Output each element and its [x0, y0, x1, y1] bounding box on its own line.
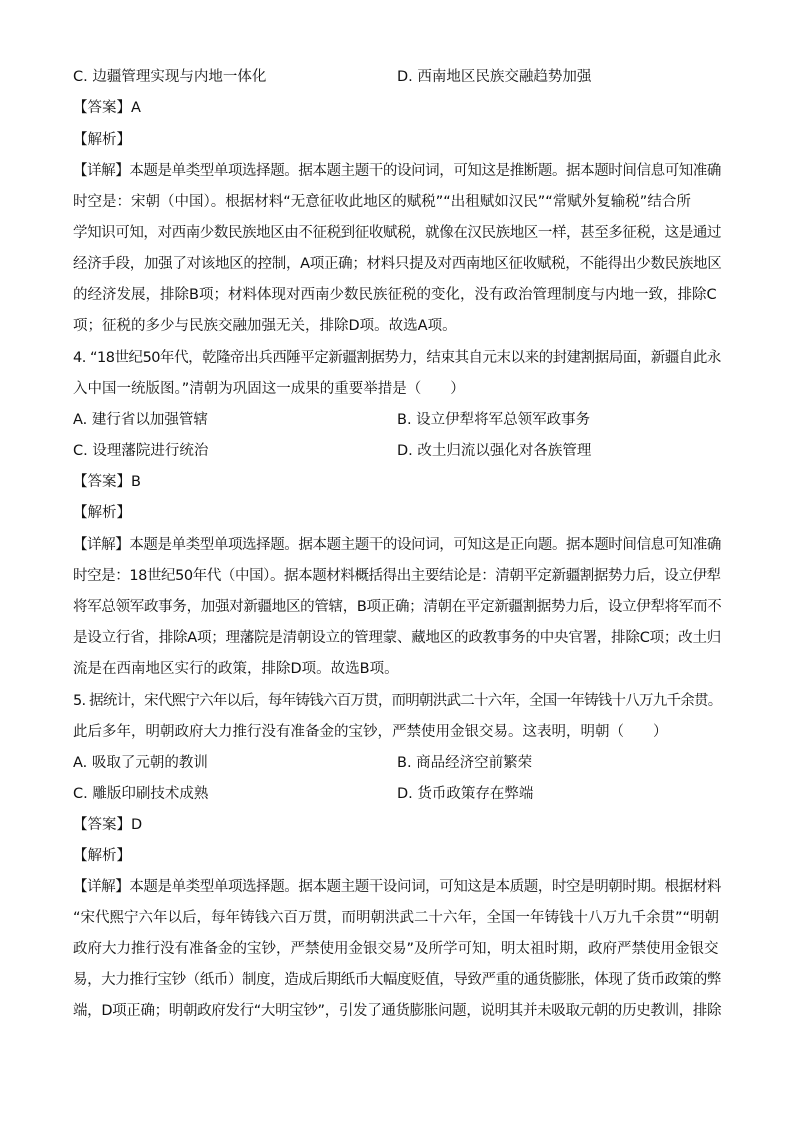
detail-line: 时空是：宋朝（中国）。根据材料“无意征收此地区的赋税”“出租赋如汉民”“常赋外复输税”结合所: [73, 194, 691, 210]
detail-line: 时空是：18世纪50年代（中国）。据本题材料概括得出主要结论是：清朝平定新疆割据势力后，设立伊犁: [73, 568, 721, 584]
detail-line: 将军总领军政事务，加强对新疆地区的管辖，B项正确；清朝在平定新疆割据势力后，设立伊犁将军而不: [73, 599, 722, 615]
question-stem: 此后多年，明朝政府大力推行没有准备金的宝钞，严禁使用金银交易。这表明，明朝（ ）: [73, 724, 668, 740]
option-c: C. 设理藩院进行统治: [73, 443, 209, 459]
answer-label: 【答案】B: [73, 474, 141, 490]
option-d: D. 货币政策存在弊端: [397, 786, 534, 802]
detail-line: 流是在西南地区实行的政策，排除D项。故选B项。: [73, 661, 399, 677]
detail-line: 端，D项正确；明朝政府发行“大明宝钞”，引发了通货膨胀问题，说明其并未吸取元朝的历史教训，排除: [73, 1003, 722, 1019]
option-d: D. 改土归流以强化对各族管理: [397, 443, 592, 459]
answer-label: 【答案】A: [73, 100, 141, 116]
detail-line: “宋代熙宁六年以后，每年铸钱六百万贯，而明朝洪武二十六年，全国一年铸钱十八万九千余贯”“明朝: [73, 910, 720, 926]
analysis-label: 【解析】: [73, 132, 131, 148]
analysis-label: 【解析】: [73, 848, 131, 864]
question-stem: 5. 据统计，宋代熙宁六年以后，每年铸钱六百万贯，而明朝洪武二十六年，全国一年铸钱十八万九千余贯。: [73, 693, 722, 709]
detail-line: 项；征税的多少与民族交融加强无关，排除D项。故选A项。: [73, 318, 457, 334]
question-stem: 入中国一统版图。”清朝为巩固这一成果的重要举措是（ ）: [73, 381, 465, 397]
option-a: A. 建行省以加强管辖: [73, 412, 208, 428]
detail-line: 学知识可知，对西南少数民族地区由不征税到征收赋税，就像在汉民族地区一样，甚至多征税，这是通过: [73, 225, 721, 241]
option-b: B. 商品经济空前繁荣: [397, 755, 533, 771]
detail-line: 政府大力推行没有准备金的宝钞，严禁使用金银交易”及所学可知，明太祖时期，政府严禁使用金银交: [73, 941, 719, 957]
detail-line: 【详解】本题是单类型单项选择题。据本题主题干的设问词，可知这是推断题。据本题时间信息可知准确: [73, 163, 721, 179]
detail-line: 易，大力推行宝钞（纸币）制度，造成后期纸币大幅度贬值，导致严重的通货膨胀，体现了货币政策的弊: [73, 972, 721, 988]
detail-line: 的经济发展，排除B项；材料体现对西南少数民族征税的变化，没有政治管理制度与内地一致，排除C: [73, 287, 717, 303]
detail-line: 【详解】本题是单类型单项选择题。据本题主题干的设问词，可知这是正向题。据本题时间信息可知准确: [73, 537, 721, 553]
option-c: C. 雕版印刷技术成熟: [73, 786, 209, 802]
analysis-label: 【解析】: [73, 505, 131, 521]
detail-line: 经济手段，加强了对该地区的控制，A项正确；材料只提及对西南地区征收赋税，不能得出少数民族地区: [73, 256, 722, 272]
option-b: B. 设立伊犁将军总领军政事务: [397, 412, 591, 428]
detail-line: 【详解】本题是单类型单项选择题。据本题主题干设问词，可知这是本质题，时空是明朝时期。根据材料: [73, 879, 721, 895]
detail-line: 是设立行省，排除A项；理藩院是清朝设立的管理蒙、藏地区的政教事务的中央官署，排除C项；改土归: [73, 630, 722, 646]
answer-label: 【答案】D: [73, 817, 143, 833]
option-c: C. 边疆管理实现与内地一体化: [73, 69, 267, 85]
question-stem: 4. “18世纪50年代，乾隆帝出兵西陲平定新疆割据势力，结束其自元末以来的封建割据局面，新疆自此永: [73, 350, 721, 366]
option-a: A. 吸取了元朝的教训: [73, 755, 208, 771]
option-d: D. 西南地区民族交融趋势加强: [397, 69, 592, 85]
